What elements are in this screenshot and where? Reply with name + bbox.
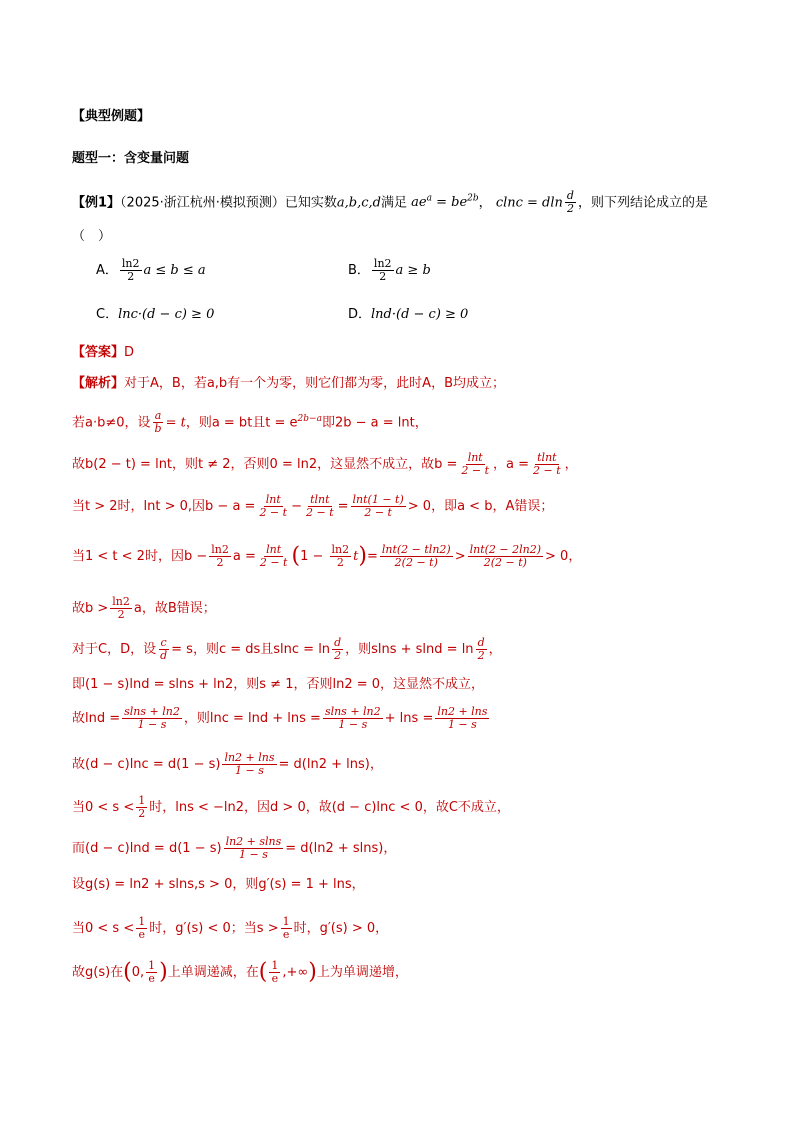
analysis-line-12 (72, 836, 396, 861)
option-c: C．lnc·(d − c) ≥ 0 (96, 307, 215, 322)
analysis-text: + lns = (384, 711, 434, 726)
analysis-line-8: 即(1 − s)lnd = slns + ln2，则s ≠ 1，否则ln2 = 0，这显然不成立， (72, 677, 485, 692)
fraction: $\frac{\ln t(2 - 2\ln 2)}{2(2 - t)}$ (469, 543, 542, 569)
analysis-text: a，故B错误； (133, 601, 216, 616)
option-a: A． $\frac{\ln 2}{2}$ a ≤ b ≤ a (96, 257, 206, 283)
analysis-label: 【解析】 (72, 376, 125, 391)
analysis-text: 故lnd = (72, 711, 121, 726)
analysis-text: 时，g′(s) > 0， (293, 921, 389, 936)
fraction: $\frac{tlnt}{2 - t}$ (533, 451, 561, 477)
analysis-text: > (454, 549, 466, 564)
analysis-line-3 (72, 452, 578, 477)
analysis-text: 当0 < s < (72, 921, 135, 936)
section-title: 【典型例题】 (72, 109, 151, 124)
answer-blank: （ ） (72, 229, 112, 244)
stem-text: ，则下列结论成立的是 (577, 195, 708, 211)
analysis-text: 故(d − c)lnc = d(1 − s) (72, 757, 221, 772)
option-label: D． (348, 307, 372, 322)
analysis-text: 对于C，D，设 (72, 642, 157, 657)
analysis-text: 即2b − a = lnt， (321, 415, 428, 431)
fraction: $\frac{d}{2}$ (566, 189, 574, 216)
fraction: $\frac{\ln 2 + \ln s}{1 - s}$ (437, 705, 488, 731)
analysis-text: 而(d − c)lnd = d(1 − s) (72, 841, 222, 856)
analysis-text: 上单调递减，在 (167, 965, 259, 980)
analysis-text: 上为单调递增， (316, 965, 408, 980)
fraction: $\frac{1}{2}$ (138, 794, 146, 820)
fraction: $\frac{\ln 2}{2}$ (331, 543, 350, 569)
fraction: $\frac{\ln 2 + \ln s}{1 - s}$ (224, 751, 275, 777)
fraction: $\frac{slns + \ln 2}{1 - s}$ (324, 705, 381, 731)
analysis-line-15: 故g(s)在(0, $\frac{1}{e}$ )上单调递减，在( $\frac{1}{e}$ ,+∞)上为单调递增， (72, 959, 408, 985)
option-d: D．lnd·(d − c) ≥ 0 (348, 307, 469, 322)
analysis-line-5: 当1 < t < 2时，因b − $\frac{\ln 2}{2}$ a = $\frac{\ln t}{2 - t}$ (1 − $\frac{\ln 2}{2}$ t)= $\frac{\ln t(2 - tln2)}{2(2 - t)}$ > $\frac{\ln t(2 - 2\ln 2)}{2(2 - t)}$ > 0， (72, 543, 582, 569)
stem-formula-1: $ae^a = be^{2b}$ (411, 194, 479, 211)
analysis-text: = d(ln2 + slns)， (285, 841, 397, 856)
analysis-text: 对于A，B，若a,b有一个为零，则它们都为零，此时A，B均成立； (124, 376, 505, 391)
analysis-text: ，则lnc = lnd + lns = (183, 711, 321, 726)
analysis-line-7 (72, 637, 502, 662)
stem-text: 满足 (381, 195, 408, 211)
analysis-text: 当0 < s < (72, 800, 135, 815)
fraction: $\frac{slns + \ln 2}{1 - s}$ (124, 705, 180, 731)
analysis-text: = (366, 549, 378, 564)
analysis-text: 时，g′(s) < 0；当s > (149, 921, 279, 936)
fraction: $\frac{\ln 2}{2}$ (121, 257, 140, 283)
analysis-text: 当t > 2时，lnt > 0,因b − a = (72, 499, 256, 514)
example-tag: 【例1】 (72, 195, 121, 211)
fraction: $\frac{1}{e}$ (138, 915, 146, 941)
option-b: B． $\frac{\ln 2}{2}$ a ≥ b (348, 257, 431, 283)
analysis-text: 故b(2 − t) = lnt，则t ≠ 2，否则0 = ln2，这显然不成立，故b = (72, 457, 458, 472)
analysis-line-6 (72, 596, 216, 621)
analysis-line-9 (72, 706, 491, 731)
option-label: C． (96, 307, 119, 322)
analysis-text: a = (232, 549, 256, 564)
analysis-text: ， (488, 642, 502, 657)
example-stem: 【例1】（2025·浙江杭州·模拟预测）已知实数a,b,c,d满足 $ae^a = be^{2b}$， clnc = dln $\frac{d}{2}$ ，则下列结论成立的是 (72, 189, 708, 216)
fraction: $\frac{\ln 2}{2}$ (373, 257, 392, 283)
analysis-text: ，则a = bt且t = e (185, 415, 298, 431)
option-label: A． (96, 263, 118, 278)
analysis-text: > 0，即a < b，A错误； (407, 499, 554, 514)
analysis-line-2: 若a·b≠0，设 $\frac{a}{b}$ = t，则a = bt且$t = e^{2b-a}$即2b − a = lnt， (72, 409, 428, 436)
fraction: $\frac{1}{e}$ (148, 959, 156, 985)
stem-formula-2: clnc = dln (495, 195, 563, 211)
fraction: $\frac{\ln t}{2 - t}$ (259, 543, 288, 569)
fraction: $\frac{a}{b}$ (154, 409, 162, 436)
analysis-text: − (291, 499, 302, 514)
fraction: $\frac{\ln t}{2 - t}$ (461, 451, 490, 477)
fraction: $\frac{\ln 2}{2}$ (211, 543, 229, 569)
analysis-line-14 (72, 916, 388, 941)
fraction: $\frac{tlnt}{2 - t}$ (305, 493, 334, 519)
fraction: $\frac{d}{2}$ (334, 636, 342, 662)
fraction: $\frac{\ln 2}{2}$ (112, 595, 130, 621)
answer-value: D (124, 345, 135, 360)
analysis-line-10 (72, 752, 383, 777)
analysis-line-13: 设g(s) = ln2 + slns,s > 0，则g′(s) = 1 + lns， (72, 877, 365, 892)
option-label: B． (348, 263, 370, 278)
fraction: $\frac{\ln t(2 - tln2)}{2(2 - t)}$ (381, 543, 451, 569)
analysis-text: 若a·b≠0，设 (72, 415, 151, 431)
analysis-text: 当1 < t < 2时，因b − (72, 549, 208, 564)
analysis-text: 时，lns < −ln2，因d > 0，故(d − c)lnc < 0，故C不成立， (149, 800, 510, 815)
analysis-text: ， (564, 457, 578, 472)
type-title: 题型一：含变量问题 (72, 151, 190, 166)
fraction: $\frac{1}{e}$ (282, 915, 290, 941)
analysis-text: ，则slns + slnd = ln (345, 642, 474, 657)
analysis-line-4 (72, 494, 553, 519)
answer-label: 【答案】 (72, 345, 125, 360)
fraction: $\frac{1}{e}$ (271, 959, 279, 985)
analysis-line-1 (72, 375, 505, 393)
example-source: （2025·浙江杭州·模拟预测） (120, 195, 285, 211)
answer (72, 344, 134, 362)
analysis-text: ，a = (493, 457, 530, 472)
analysis-text: = (337, 499, 349, 514)
analysis-line-11 (72, 795, 510, 820)
analysis-text: = s，则c = ds且slnc = ln (171, 642, 331, 657)
analysis-text: > 0， (545, 549, 582, 564)
fraction: $\frac{\ln t(1 - t)}{2 - t}$ (352, 493, 404, 519)
analysis-text: 故b > (72, 601, 109, 616)
fraction: $\frac{\ln 2 + slns}{1 - s}$ (225, 835, 282, 861)
analysis-text: 故g(s)在 (72, 965, 124, 980)
stem-vars: a,b,c,d (336, 195, 381, 211)
fraction: $\frac{d}{2}$ (477, 636, 485, 662)
stem-text: 已知实数 (284, 195, 337, 211)
analysis-text: = d(ln2 + lns)， (278, 757, 383, 772)
fraction: $\frac{\ln t}{2 - t}$ (259, 493, 288, 519)
fraction: $\frac{c}{d}$ (160, 636, 168, 662)
